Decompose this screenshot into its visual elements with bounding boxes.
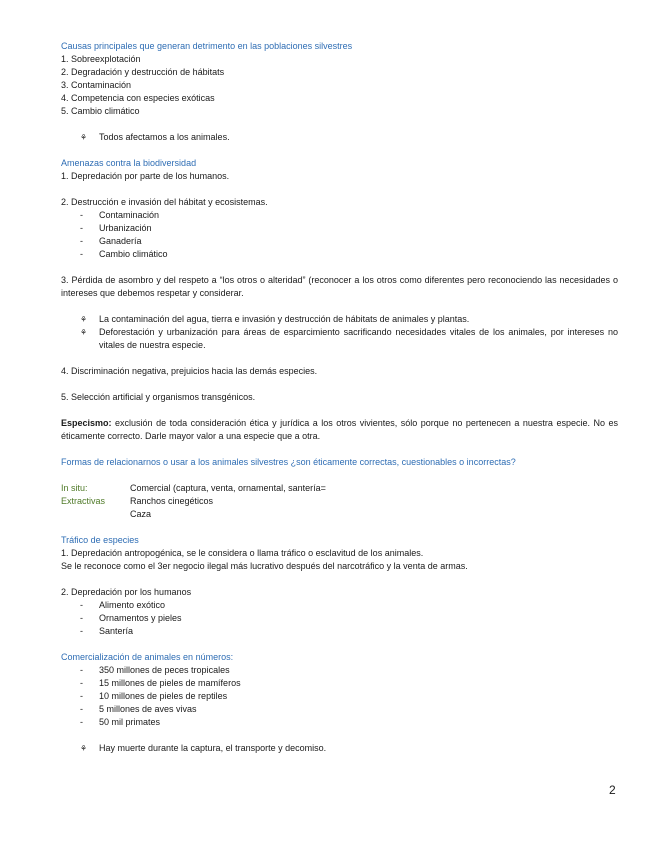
paragraph: 3. Pérdida de asombro y del respeto a “los otros o alteridad” (reconocer a los otros como diferentes pero reconociendo las necesidades o intereses que debemos respetar y considerar. (61, 275, 618, 298)
bullet-icon: ⚘ (80, 315, 88, 324)
list-item: 5. Cambio climático (61, 106, 140, 116)
list-item: 4. Competencia con especies exóticas (61, 93, 215, 103)
bullet-item: ⚘ Deforestación y urbanización para áreas de esparcimiento sacrificando necesidades vitales de los animales, por intereses no vitales de nuestra especie. (80, 327, 618, 350)
bullet-icon: ⚘ (80, 328, 88, 337)
dash-item: - Santería (80, 626, 134, 636)
paragraph: 1. Depredación por parte de los humanos. (61, 171, 230, 181)
list-item: 1. Sobreexplotación (61, 54, 141, 64)
dash-item: - 5 millones de aves vivas (80, 704, 197, 714)
extractivas-row: Extractivas Ranchos cinegéticos (61, 496, 214, 506)
paragraph: Se le reconoce como el 3er negocio ilegal más lucrativo después del narcotráfico y la venta de armas. (61, 561, 468, 571)
paragraph: 5. Selección artificial y organismos transgénicos. (61, 392, 256, 402)
dash-item: - Urbanización (80, 223, 152, 233)
section-title-causas: Causas principales que generan detrimento en las poblaciones silvestres (61, 41, 353, 51)
dash-item: - 50 mil primates (80, 717, 161, 727)
page-number: 2 (609, 783, 616, 797)
extractivas-row: Caza (130, 509, 152, 519)
dash-item: - 15 millones de pieles de mamíferos (80, 678, 241, 688)
dash-item: - Contaminación (80, 210, 160, 220)
bullet-icon: ⚘ (80, 744, 88, 753)
section-title-trafico: Tráfico de especies (61, 535, 139, 545)
dash-item: - Ganadería (80, 236, 142, 246)
bullet-item: ⚘ Todos afectamos a los animales. (80, 132, 230, 142)
section-title-comercializacion: Comercialización de animales en números: (61, 652, 234, 662)
section-title-amenazas: Amenazas contra la biodiversidad (61, 158, 197, 168)
paragraph: 2. Destrucción e invasión del hábitat y ecosistemas. (61, 197, 268, 207)
paragraph: 1. Depredación antropogénica, se le considera o llama tráfico o esclavitud de los animales. (61, 548, 424, 558)
bullet-icon: ⚘ (80, 133, 88, 142)
bullet-item: ⚘ Hay muerte durante la captura, el transporte y decomiso. (80, 743, 327, 753)
especismo-term: Especismo: (61, 418, 112, 428)
paragraph: 2. Depredación por los humanos (61, 587, 192, 597)
section-title-formas: Formas de relacionarnos o usar a los animales silvestres ¿son éticamente correctas, cuestionables o incorrectas? (61, 457, 516, 467)
dash-item: - Ornamentos y pieles (80, 613, 182, 623)
dash-item: - 350 millones de peces tropicales (80, 665, 230, 675)
dash-item: - 10 millones de pieles de reptiles (80, 691, 228, 701)
list-item: 3. Contaminación (61, 80, 132, 90)
dash-item: - Alimento exótico (80, 600, 166, 610)
especismo-definition: Especismo: exclusión de toda consideración ética y jurídica a los otros vivientes, sólo porque no pertenecen a nuestra especie. No es éticamente correcto. Darle mayor valor a una especie que a otra. (61, 418, 618, 441)
dash-item: - Cambio climático (80, 249, 168, 259)
list-item: 2. Degradación y destrucción de hábitats (61, 67, 225, 77)
bullet-item: ⚘ La contaminación del agua, tierra e invasión y destrucción de hábitats de animales y plantas. (80, 314, 470, 324)
document-page (61, 40, 618, 755)
insitu-row: In situ: Comercial (captura, venta, ornamental, santería= (61, 483, 326, 493)
paragraph: 4. Discriminación negativa, prejuicios hacia las demás especies. (61, 366, 318, 376)
